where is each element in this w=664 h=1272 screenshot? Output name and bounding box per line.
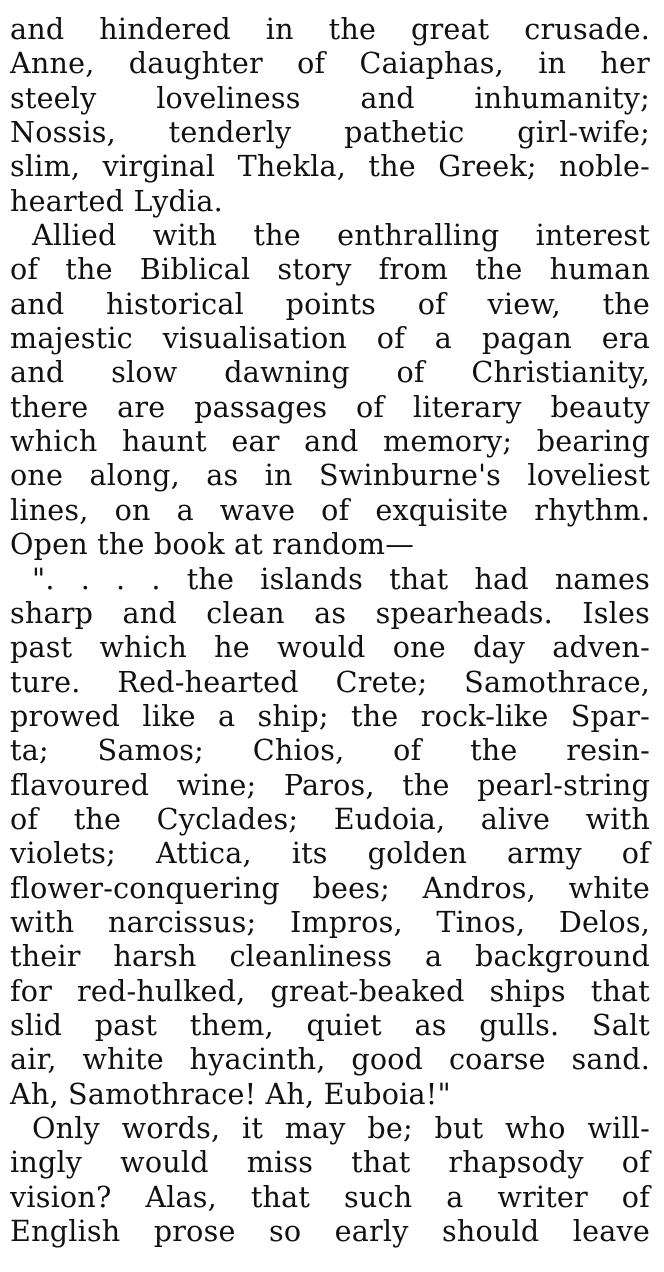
text-line: one along, as in Swinburne's loveliest (10, 458, 650, 493)
text-line: and historical points of view, the (10, 286, 650, 321)
text-line: lines, on a wave of exquisite rhythm. (10, 492, 650, 527)
text-line: with narcissus; Impros, Tinos, Delos, (10, 904, 650, 939)
text-line: which haunt ear and memory; bearing (10, 424, 650, 459)
text-line: for red-hulked, great-beaked ships that (10, 973, 650, 1008)
text-line: of the Cyclades; Eudoia, alive with (10, 801, 650, 836)
text-line: Open the book at random— (10, 527, 415, 562)
text-line: and hindered in the great crusade. (10, 12, 650, 46)
text-line: past which he would one day adven- (10, 630, 650, 665)
article-paragraph (10, 218, 650, 561)
article-paragraph (10, 12, 650, 218)
text-line: sharp and clean as spearheads. Isles (10, 595, 650, 630)
text-line: English prose so early should leave (10, 1214, 650, 1249)
text-line: vision? Alas, that such a writer of (10, 1179, 650, 1214)
text-line: ". . . . the islands that had names (32, 561, 650, 596)
text-line: of the Biblical story from the human (10, 252, 650, 287)
article-column (10, 12, 650, 1248)
text-line: violets; Attica, its golden army of (10, 836, 650, 871)
article-paragraph (10, 562, 650, 1112)
article-paragraph (10, 1111, 650, 1248)
text-line: their harsh cleanliness a background (10, 939, 650, 974)
text-line: majestic visualisation of a pagan era (10, 321, 650, 356)
text-line: ture. Red-hearted Crete; Samothrace, (10, 664, 650, 699)
text-line: air, white hyacinth, good coarse sand. (10, 1042, 650, 1077)
text-line: Ah, Samothrace! Ah, Euboia!" (10, 1076, 451, 1111)
text-line: Allied with the enthralling interest (32, 218, 650, 253)
text-line: flower-conquering bees; Andros, white (10, 870, 650, 905)
text-line: slid past them, quiet as gulls. Salt (10, 1007, 650, 1042)
text-line: prowed like a ship; the rock-like Spar- (10, 698, 650, 733)
text-line: and slow dawning of Christianity, (10, 355, 650, 390)
text-line: hearted Lydia. (10, 183, 223, 218)
text-line: Nossis, tenderly pathetic girl-wife; (10, 115, 650, 150)
text-line: ingly would miss that rhapsody of (10, 1145, 650, 1180)
text-line: there are passages of literary beauty (10, 389, 650, 424)
text-line: steely loveliness and inhumanity; (10, 80, 650, 115)
text-line: slim, virginal Thekla, the Greek; noble- (10, 149, 650, 184)
text-line: Anne, daughter of Caiaphas, in her (10, 46, 650, 81)
text-line: flavoured wine; Paros, the pearl-string (10, 767, 650, 802)
text-line: Only words, it may be; but who will- (32, 1111, 650, 1145)
text-line: ta; Samos; Chios, of the resin- (10, 733, 650, 768)
